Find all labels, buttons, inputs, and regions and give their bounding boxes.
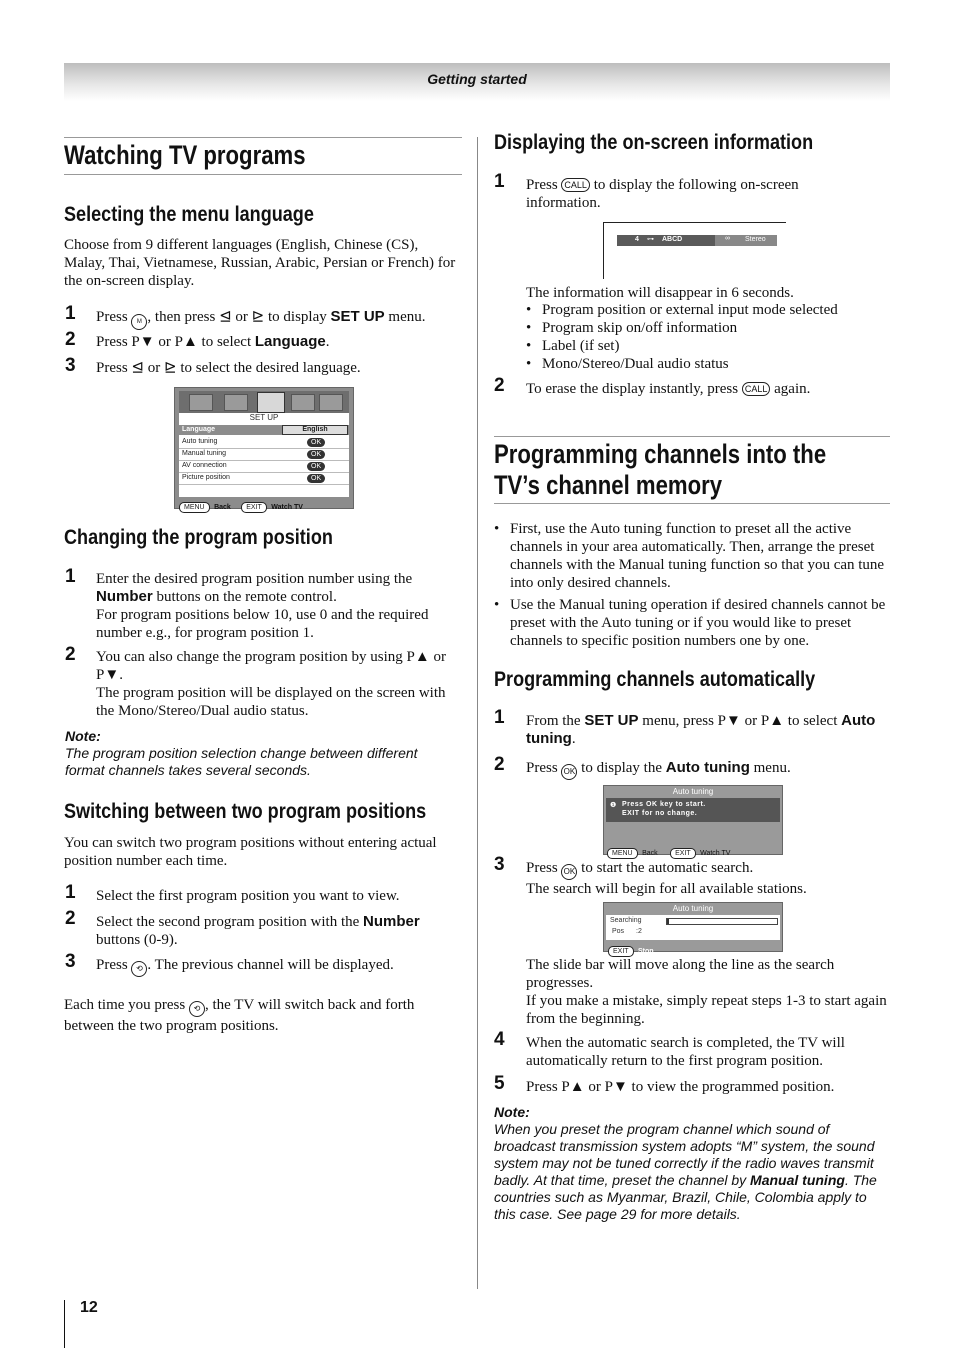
page-title: Watching TV programs xyxy=(64,140,306,170)
timer-menu-icon xyxy=(291,394,315,411)
return-key-icon: ⟲ xyxy=(189,1001,205,1017)
switching-step-3: Press ⟲ . The previous channel will be displayed. xyxy=(96,956,394,977)
step-number: 5 xyxy=(494,1073,505,1094)
auto-tuning-message: ❶ Press OK key to start. EXIT for no change. xyxy=(606,798,780,822)
page-number-rule xyxy=(64,1300,65,1348)
ok-key-icon: OK xyxy=(561,864,577,880)
search-progress-fill xyxy=(667,919,669,924)
auto-step-1: From the SET UP menu, press P▼ or P▲ to select Auto tuning. xyxy=(526,712,876,747)
menu-icon-bar xyxy=(179,391,349,413)
menu-language-step-1: Press M , then press ⊴ or ⊵ to display SET UP menu. xyxy=(96,308,466,330)
setup-menu-screen xyxy=(174,387,354,509)
note-label: Note: xyxy=(65,728,101,744)
step-number: 1 xyxy=(494,707,505,728)
call-key-icon: CALL xyxy=(742,382,771,396)
info-audio: Stereo xyxy=(745,236,766,243)
menu-language-step-3: Press ⊴ or ⊵ to select the desired language. xyxy=(96,360,361,376)
setup-row: Manual tuning OK xyxy=(179,449,349,461)
auto-progress-text: The slide bar will move along the line as the search progresses. If you make a mistake, simply repeat steps 1-3 to start again from the beginning. xyxy=(526,957,887,1027)
program-position-note: The program position selection change between different format channels takes several seconds. xyxy=(65,745,418,778)
language-value: English xyxy=(282,425,348,435)
setup-row: Picture position OK xyxy=(179,473,349,485)
setup-row: Auto tuning OK xyxy=(179,437,349,449)
step-number: 2 xyxy=(65,908,76,929)
step-number: 2 xyxy=(494,375,505,396)
picture-menu-icon xyxy=(189,394,213,411)
setup-menu-title: SET UP xyxy=(249,413,279,422)
step-number: 3 xyxy=(65,951,76,972)
stereo-icon: ∞ xyxy=(725,235,730,242)
list-item: • Label (if set) xyxy=(526,337,886,355)
switching-heading: Switching between two program positions xyxy=(64,800,427,823)
tools-menu-icon xyxy=(319,394,343,411)
setup-row: AV connection OK xyxy=(179,461,349,473)
page-header xyxy=(64,63,890,101)
step-number: 1 xyxy=(65,566,76,587)
section-rule-bottom xyxy=(494,503,890,504)
onscreen-step-2: To erase the display instantly, press CALL again. xyxy=(526,381,811,397)
switching-step-2: Select the second program position with the Number buttons (0-9). xyxy=(96,913,420,948)
title-rule-bottom xyxy=(64,174,462,175)
setup-rows xyxy=(179,437,349,485)
step-number: 3 xyxy=(65,355,76,376)
list-item: • Program skip on/off information xyxy=(526,319,886,337)
step-number: 3 xyxy=(494,854,505,875)
step-number: 2 xyxy=(65,329,76,350)
right-arrow-key-icon: ⊵ xyxy=(164,360,177,376)
list-item: • First, use the Auto tuning function to preset all the active channels in your area automatically. Then, arrange the preset channels with the Manual tuning function so that you can tune into only desired channels. xyxy=(494,520,890,592)
auto-tuning-title: Auto tuning xyxy=(672,904,714,913)
step-number: 1 xyxy=(65,303,76,324)
info-banner xyxy=(617,235,777,246)
switching-outro: Each time you press ⟲ , the TV will switch back and forth between the two program positions. xyxy=(64,997,415,1034)
section-rule-top xyxy=(494,436,890,437)
menu-language-heading: Selecting the menu language xyxy=(64,203,314,226)
step-number: 2 xyxy=(494,754,505,775)
menu-key-icon: M xyxy=(131,314,147,330)
auto-step-4: When the automatic search is completed, the TV will automatically return to the first program position. xyxy=(526,1035,845,1069)
step-number: 1 xyxy=(65,882,76,903)
programming-title: Programming channels into the TV’s channel memory xyxy=(494,439,827,500)
info-icon: ❶ xyxy=(610,802,617,809)
setup-menu-body xyxy=(179,413,349,497)
onscreen-disappear: The information will disappear in 6 seconds. xyxy=(526,285,794,301)
list-item: • Program position or external input mode selected xyxy=(526,301,886,319)
info-label: ABCD xyxy=(662,236,683,243)
auto-tuning-screen-searching xyxy=(603,902,783,955)
auto-tuning-screen-start xyxy=(603,785,783,855)
onscreen-info-heading: Displaying the on-screen information xyxy=(494,131,814,154)
program-position-step-1: Enter the desired program position number using the Number buttons on the remote control. For program positions below 10, use 0 and the required number e.g., for program position 1. xyxy=(96,571,429,641)
auto-programming-heading: Programming channels automatically xyxy=(494,668,816,691)
programming-bullets xyxy=(494,520,890,650)
language-row: Language English xyxy=(179,425,349,435)
auto-step-5: Press P▲ or P▼ to view the programmed position. xyxy=(526,1079,835,1095)
ok-key-icon: OK xyxy=(561,764,577,780)
auto-tuning-title: Auto tuning xyxy=(672,787,714,796)
auto-tuning-footer: MENU Back EXIT Watch TV xyxy=(607,842,779,852)
auto-note: When you preset the program channel which sound of broadcast transmission system adopts “M” system, the sound system may not be tuned correctly if the radio waves transmit badly. At that time, preset the channel by Manual tuning. The countries such as Myanmar, Brazil, Chile, Colombia apply to this case. See page 29 for more details. xyxy=(494,1121,877,1222)
onscreen-step-1: Press CALL to display the following on-screen information. xyxy=(526,177,799,211)
column-divider xyxy=(477,137,478,1289)
search-progress-panel: Searching Pos :2 xyxy=(606,915,780,940)
onscreen-bullets xyxy=(526,301,886,373)
call-key-icon: CALL xyxy=(561,178,590,192)
menu-language-intro: Choose from 9 different languages (English, Chinese (CS), Malay, Thai, Vietnamese, Russian, Arabic, Persian or French) for the on-screen display. xyxy=(64,237,456,289)
note-label: Note: xyxy=(494,1104,530,1120)
step-number: 4 xyxy=(494,1029,505,1050)
program-position-heading: Changing the program position xyxy=(64,526,333,549)
setup-menu-footer: MENU Back EXIT Watch TV xyxy=(179,496,349,506)
info-position: 4 xyxy=(635,236,639,243)
list-item: • Use the Manual tuning operation if desired channels cannot be preset with the Auto tuning or if you would like to preset channels to specific position numbers one by one. xyxy=(494,596,890,650)
program-position-step-2: You can also change the program position by using P▲ or P▼. The program position will be displayed on the screen with the Mono/Stereo/Dual audio status. xyxy=(96,649,446,719)
antenna-icon: ⊶ xyxy=(647,236,654,243)
right-arrow-key-icon: ⊵ xyxy=(251,309,265,325)
left-arrow-key-icon: ⊴ xyxy=(219,309,232,325)
auto-step-2: Press OK to display the Auto tuning menu. xyxy=(526,759,791,780)
onscreen-info-frame xyxy=(603,222,786,279)
page-number: 12 xyxy=(80,1299,98,1316)
left-arrow-key-icon: ⊴ xyxy=(131,360,144,376)
list-item: • Mono/Stereo/Dual audio status xyxy=(526,355,886,373)
auto-step-3: Press OK to start the automatic search. The search will begin for all available stations. xyxy=(526,860,807,897)
menu-language-step-2: Press P▼ or P▲ to select Language. xyxy=(96,333,330,350)
step-number: 2 xyxy=(65,644,76,665)
switching-intro: You can switch two program positions without entering actual position number each time. xyxy=(64,835,437,869)
step-number: 1 xyxy=(494,171,505,192)
search-progress-bar xyxy=(666,918,778,925)
switching-step-1: Select the first program position you want to view. xyxy=(96,888,400,904)
title-rule-top xyxy=(64,137,462,138)
return-key-icon: ⟲ xyxy=(131,961,147,977)
sound-menu-icon xyxy=(224,394,248,411)
auto-tuning-footer: EXIT Stop xyxy=(608,940,780,950)
setup-menu-icon xyxy=(257,392,285,413)
header-title: Getting started xyxy=(427,71,527,87)
